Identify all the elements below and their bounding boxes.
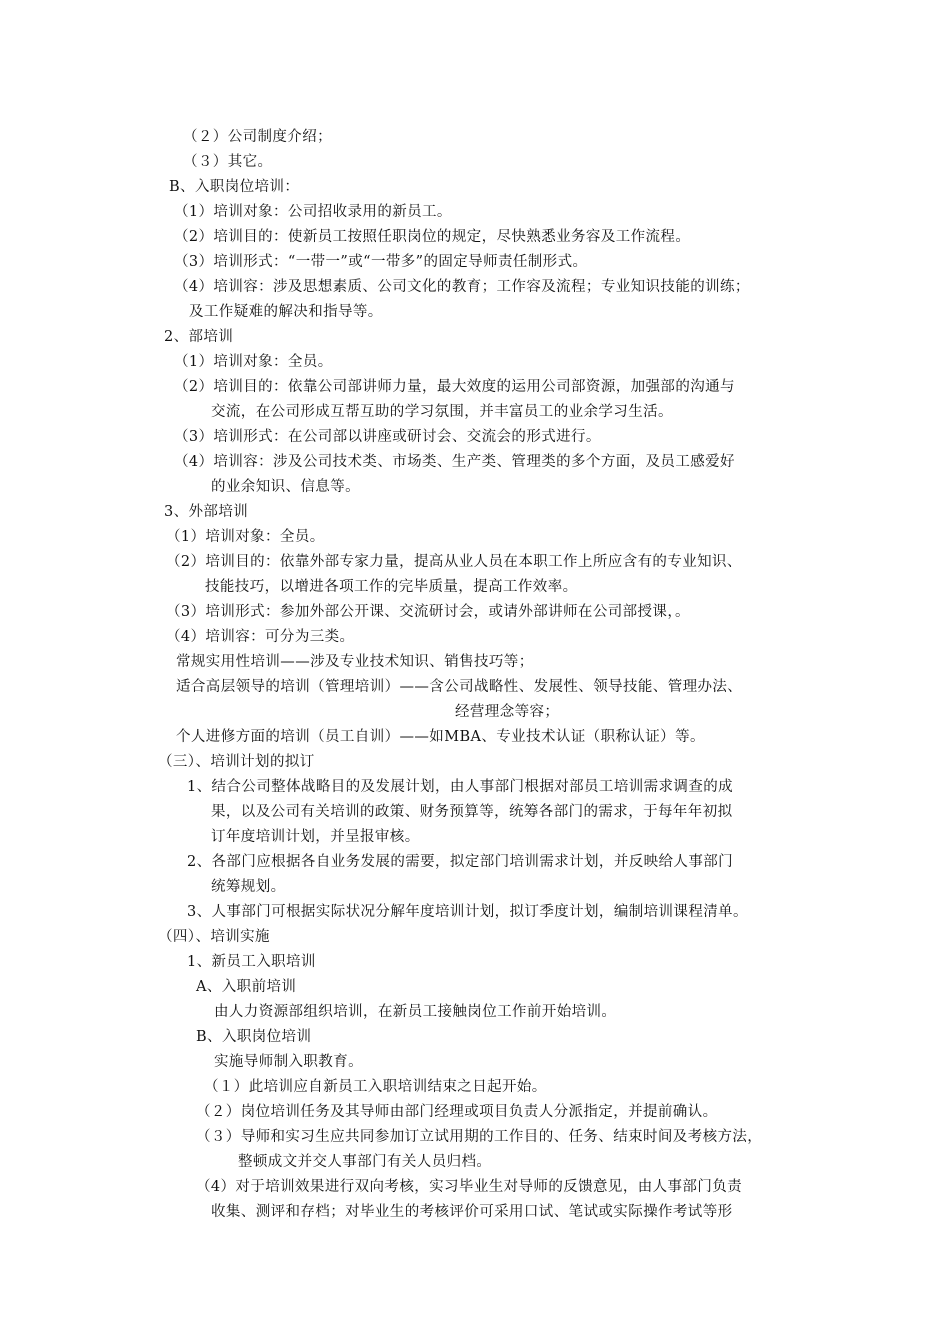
text-line: 常规实用性培训——涉及专业技术知识、销售技巧等；	[176, 654, 534, 670]
text-line: 适合高层领导的培训（管理培训）——含公司战略性、发展性、领导技能、管理办法、	[176, 679, 743, 695]
text-line: （3）培训形式：参加外部公开课、交流研讨会，或请外部讲师在公司部授课，。	[166, 604, 690, 620]
text-line: （2）培训目的：依靠公司部讲师力量，最大效度的运用公司部资源，加强部的沟通与	[174, 379, 735, 395]
text-line: A、入职前培训	[196, 979, 297, 995]
text-line: （３）导师和实习生应共同参加订立试用期的工作目的、任务、结束时间及考核方法，	[196, 1129, 763, 1145]
text-line: （3）培训形式：“一带一”或“一带多”的固定导师责任制形式。	[174, 254, 588, 270]
text-line: （３）其它。	[183, 154, 273, 170]
text-line: 整顿成文并交人事部门有关人员归档。	[238, 1154, 492, 1170]
text-line: B、入职岗位培训：	[169, 179, 300, 195]
text-line: 及工作疑难的解决和指导等。	[189, 304, 383, 320]
text-line: 技能技巧，以增进各项工作的完毕质量，提高工作效率。	[205, 579, 578, 595]
text-line: （2）培训目的：依靠外部专家力量，提高从业人员在本职工作上所应含有的专业知识、	[166, 554, 742, 570]
text-line: 1、结合公司整体战略目的及发展计划，由人事部门根据对部员工培训需求调查的成	[187, 779, 734, 795]
text-line: 由人力资源部组织培训，在新员工接触岗位工作前开始培训。	[214, 1004, 617, 1020]
text-line: 订年度培训计划，并呈报审核。	[211, 829, 420, 845]
text-line: （１）此培训应自新员工入职培训结束之日起开始。	[204, 1079, 547, 1095]
text-line: 1、新员工入职培训	[187, 954, 316, 970]
text-line: （1）培训对象：全员。	[174, 354, 333, 370]
text-line: （２）公司制度介绍；	[183, 129, 332, 145]
text-line: 收集、测评和存档；对毕业生的考核评价可采用口试、笔试或实际操作考试等形	[211, 1204, 733, 1220]
text-line: （２）岗位培训任务及其导师由部门经理或项目负责人分派指定，并提前确认。	[196, 1104, 718, 1120]
text-line: 实施导师制入职教育。	[214, 1054, 363, 1070]
text-line: 果，以及公司有关培训的政策、财务预算等，统筹各部门的需求，于每年年初拟	[211, 804, 733, 820]
section-heading: （三）、培训计划的拟订	[158, 754, 315, 770]
section-heading: 3、外部培训	[164, 504, 249, 520]
text-line: 统筹规划。	[211, 879, 286, 895]
text-line: 经营理念等容；	[455, 704, 560, 720]
section-heading: 2、部培训	[164, 329, 234, 345]
text-line: 的业余知识、信息等。	[211, 479, 360, 495]
text-line: 2、各部门应根据各自业务发展的需要，拟定部门培训需求计划，并反映给人事部门	[187, 854, 734, 870]
section-heading: （四）、培训实施	[158, 929, 270, 945]
text-line: 个人进修方面的培训（员工自训）——如MBA、专业技术认证（职称认证）等。	[176, 729, 705, 745]
text-line: （4）对于培训效果进行双向考核，实习毕业生对导师的反馈意见，由人事部门负责	[196, 1179, 743, 1195]
text-line: （4）培训容：涉及公司技术类、市场类、生产类、管理类的多个方面，及员工感爱好	[174, 454, 735, 470]
text-line: （4）培训容：涉及思想素质、公司文化的教育；工作容及流程；专业知识技能的训练；	[174, 279, 750, 295]
text-line: （1）培训对象：公司招收录用的新员工。	[174, 204, 452, 220]
text-line: 交流，在公司形成互帮互助的学习氛围，并丰富员工的业余学习生活。	[211, 404, 673, 420]
text-line: （3）培训形式：在公司部以讲座或研讨会、交流会的形式进行。	[174, 429, 601, 445]
text-line: 3、人事部门可根据实际状况分解年度培训计划，拟订季度计划，编制培训课程清单。	[187, 904, 748, 920]
text-line: B、入职岗位培训	[196, 1029, 312, 1045]
text-line: （2）培训目的：使新员工按照任职岗位的规定，尽快熟悉业务容及工作流程。	[174, 229, 691, 245]
text-line: （1）培训对象：全员。	[166, 529, 325, 545]
text-line: （4）培训容：可分为三类。	[166, 629, 355, 645]
